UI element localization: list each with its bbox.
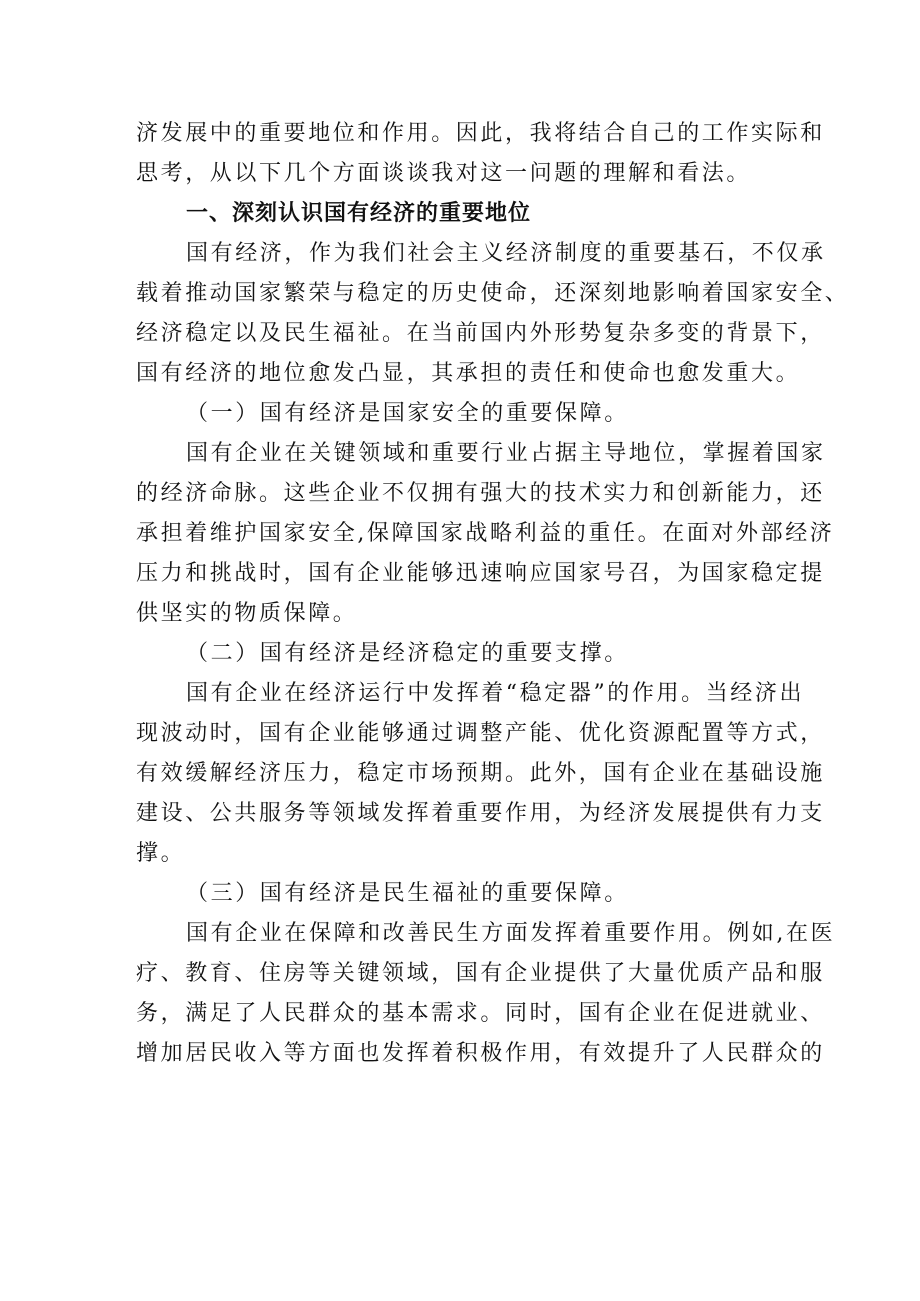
text-line: 载着推动国家繁荣与稳定的历史使命，还深刻地影响着国家安全、 xyxy=(136,281,850,306)
text-line: 国有企业在保障和改善民生方面发挥着重要作用。例如,在医 xyxy=(186,921,836,946)
section-heading: 一、深刻认识国有经济的重要地位 xyxy=(186,201,532,226)
text-line: 现波动时，国有企业能够通过调整产能、优化资源配置等方式， xyxy=(136,721,825,746)
section-intro-paragraph xyxy=(136,234,850,394)
text-line: 承担着维护国家安全,保障国家战略利益的重任。在面对外部经济 xyxy=(136,521,835,546)
text-line: 国有企业在经济运行中发挥着“稳定器”的作用。当经济出 xyxy=(186,681,805,706)
text-line: 国有经济的地位愈发凸显，其承担的责任和使命也愈发重大。 xyxy=(136,361,801,386)
text-line: 国有企业在关键领域和重要行业占据主导地位，掌握着国家 xyxy=(186,441,826,466)
text-line: 经济稳定以及民生福祉。在当前国内外形势复杂多变的背景下， xyxy=(136,321,825,346)
subsection-paragraph xyxy=(136,434,835,634)
text-line: 撑。 xyxy=(136,841,186,866)
subsection-heading: （一）国有经济是国家安全的重要保障。 xyxy=(186,401,629,426)
text-line: 供坚实的物质保障。 xyxy=(136,601,358,626)
subsection-heading: （三）国有经济是民生福祉的重要保障。 xyxy=(186,881,629,906)
text-line: 建设、公共服务等领域发挥着重要作用，为经济发展提供有力支 xyxy=(136,801,825,826)
text-line: 压力和挑战时，国有企业能够迅速响应国家号召，为国家稳定提 xyxy=(136,561,825,586)
text-line: 济发展中的重要地位和作用。因此，我将结合自己的工作实际和 xyxy=(136,121,825,146)
subsection-paragraph xyxy=(136,914,836,1074)
document-body xyxy=(136,114,850,1074)
text-line: 增加居民收入等方面也发挥着积极作用，有效提升了人民群众的 xyxy=(136,1041,825,1066)
text-line: 务，满足了人民群众的基本需求。同时，国有企业在促进就业、 xyxy=(136,1001,825,1026)
text-line: 有效缓解经济压力，稳定市场预期。此外，国有企业在基础设施 xyxy=(136,761,825,786)
text-line: 的经济命脉。这些企业不仅拥有强大的技术实力和创新能力，还 xyxy=(136,481,825,506)
subsection-heading: （二）国有经济是经济稳定的重要支撑。 xyxy=(186,641,629,666)
text-line: 国有经济，作为我们社会主义经济制度的重要基石，不仅承 xyxy=(186,241,826,266)
subsection-paragraph xyxy=(136,674,825,874)
text-line: 思考，从以下几个方面谈谈我对这一问题的理解和看法。 xyxy=(136,161,752,186)
opening-paragraph xyxy=(136,114,825,194)
text-line: 疗、教育、住房等关键领域，国有企业提供了大量优质产品和服 xyxy=(136,961,825,986)
